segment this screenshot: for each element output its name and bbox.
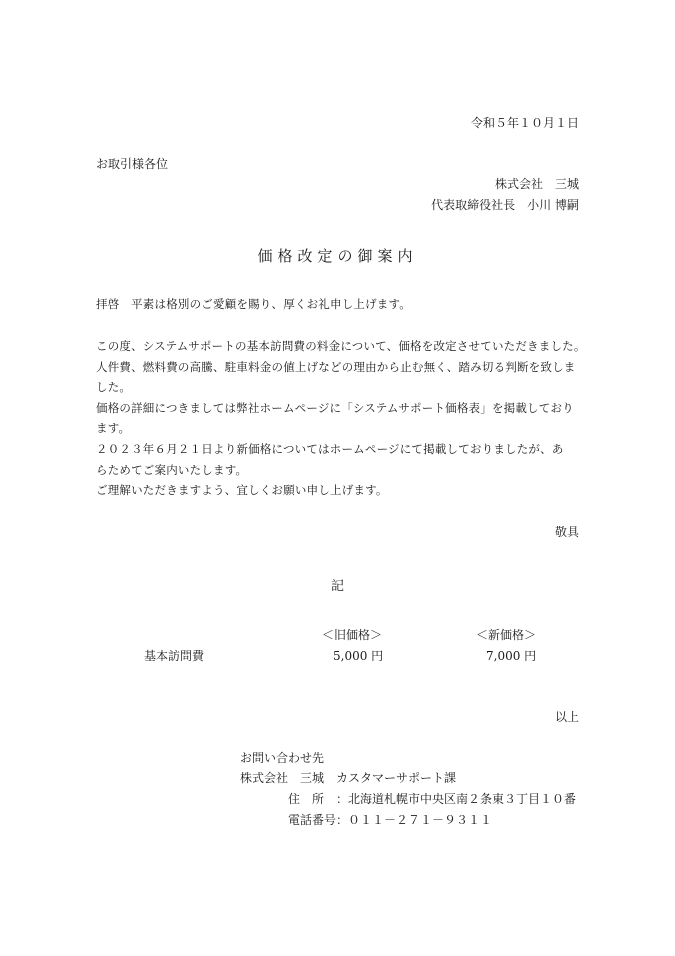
greeting: 拝啓 平素は格別のご愛顧を賜り、厚くお礼申し上げます。 — [96, 297, 411, 311]
old-price: 5,000 円 — [333, 649, 384, 663]
end-mark: 以上 — [554, 710, 579, 724]
sender-company: 株式会社 三城 — [494, 177, 579, 191]
sender-representative: 代表取締役社長 小川 博嗣 — [431, 198, 579, 212]
body-line: した。 — [96, 380, 132, 394]
item-name: 基本訪問費 — [144, 649, 205, 663]
contact-department: 株式会社 三城 カスタマーサポート課 — [240, 771, 457, 785]
body-line: ２０２３年６月２１日より新価格についてはホームページにて掲載しておりましたが、あ — [96, 442, 564, 456]
new-price-header: ＜新価格＞ — [476, 628, 537, 642]
body-line: 価格の詳細につきましては弊社ホームページに「システムサポート価格表」を掲載しており — [96, 401, 574, 415]
document-date: 令和５年１０月１日 — [470, 116, 579, 130]
closing-keigu: 敬具 — [554, 525, 579, 539]
document-title: 価格改定の御案内 — [257, 247, 418, 265]
phone-label: 電話番号 — [288, 813, 337, 827]
contact-heading: お問い合わせ先 — [240, 751, 325, 765]
phone-value: ：０１１－２７１－９３１１ — [336, 813, 493, 827]
body-line: ます。 — [96, 421, 131, 435]
body-line: この度、システムサポートの基本訪問費の料金について、価格を改定させていただきました。 — [96, 339, 586, 353]
address-value: ：北海道札幌市中央区南２条東３丁目１０番 — [336, 792, 577, 806]
ki-heading: 記 — [330, 579, 344, 594]
old-price-header: ＜旧価格＞ — [322, 628, 383, 642]
address-label: 住 所 — [288, 792, 325, 806]
body-line: ご理解いただきますよう、宜しくお願い申し上げます。 — [96, 483, 388, 497]
body-line: 人件費、燃料費の高騰、駐車料金の値上げなどの理由から止む無く、踏み切る判断を致しま — [96, 360, 576, 374]
new-price: 7,000 円 — [486, 649, 537, 663]
recipient: お取引様各位 — [96, 157, 169, 171]
body-line: らためてご案内いたします。 — [96, 463, 248, 477]
